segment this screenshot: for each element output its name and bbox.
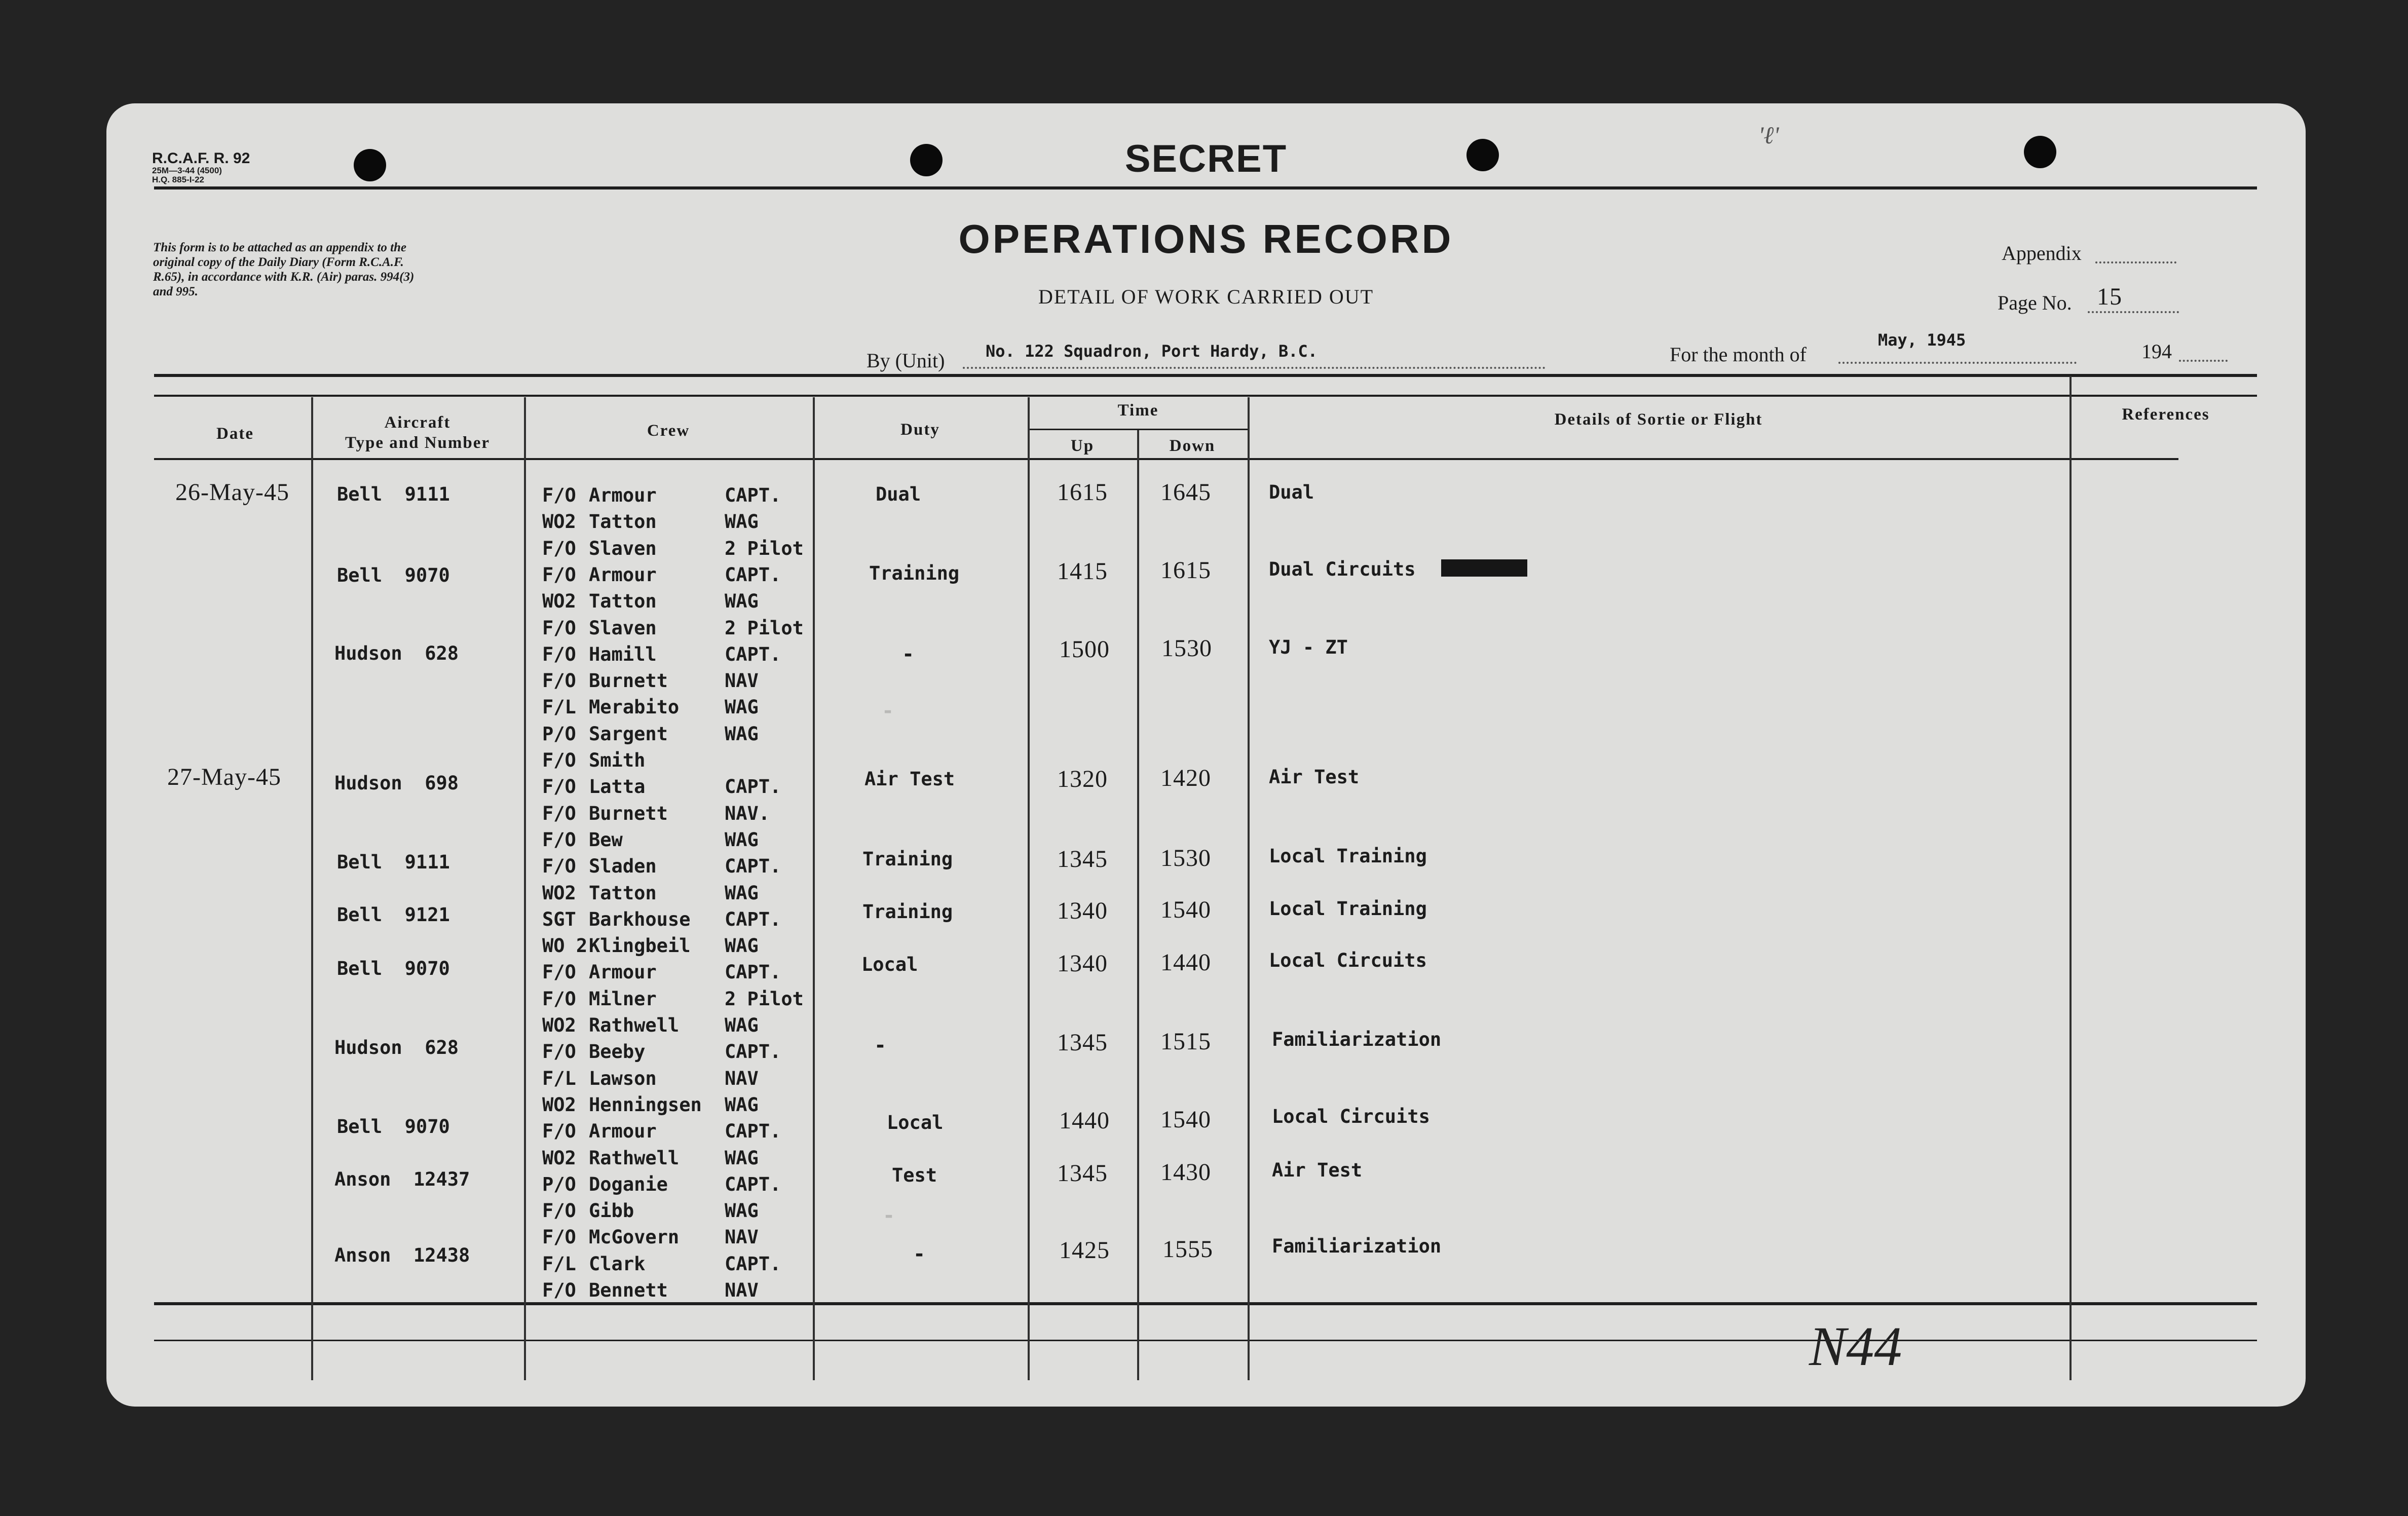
crew-role: WAG [725, 882, 759, 904]
classification-label: SECRET [1124, 137, 1288, 180]
details-cell: Familiarization [1272, 1029, 1442, 1050]
crew-rank: F/O [542, 1200, 576, 1222]
duty-cell: Local [887, 1112, 944, 1133]
page-no-line [2088, 311, 2179, 313]
time-up-cell: 1500 [1059, 636, 1110, 663]
crew-role: CAPT. [725, 1253, 781, 1275]
crew-name: Klingbeil [589, 935, 691, 957]
duty-cell: Air Test [864, 768, 955, 790]
crew-rank: F/O [542, 855, 576, 878]
entry-date: 26-May-45 [175, 479, 289, 506]
crew-rank: WO2 [542, 590, 576, 613]
details-cell: Dual Circuits [1269, 558, 1416, 580]
crew-entry [542, 1148, 811, 1171]
crew-rank: SGT [542, 908, 576, 930]
crew-rank: F/O [542, 749, 576, 771]
crew-entry [542, 1254, 811, 1277]
month-line [1838, 362, 2077, 364]
col-header-duty: Duty [900, 421, 940, 439]
crew-role: CAPT. [725, 776, 781, 798]
details-cell: Dual [1269, 481, 1314, 503]
crew-rank: F/O [542, 537, 576, 559]
col-rule-2 [524, 397, 526, 1380]
crew-name: Burnett [589, 802, 668, 824]
crew-name: Tatton [589, 882, 657, 904]
details-cell: Local Circuits [1272, 1106, 1430, 1127]
form-number: R.C.A.F. R. 92 [152, 150, 250, 167]
col-rule-6 [1248, 397, 1250, 1380]
crew-role: 2 Pilot [725, 537, 804, 559]
crew-entry [542, 1121, 811, 1145]
aircraft-cell: Hudson 698 [334, 772, 459, 794]
table-body-rule [154, 458, 2178, 460]
crew-rank: F/O [542, 1279, 576, 1301]
crew-role: CAPT. [725, 1173, 781, 1195]
crew-role: CAPT. [725, 1120, 781, 1143]
time-up-cell: 1440 [1059, 1107, 1110, 1134]
time-down-cell: 1440 [1160, 949, 1211, 976]
crew-rank: F/O [542, 670, 576, 692]
crew-rank: WO2 [542, 511, 576, 533]
redaction-block [1441, 559, 1527, 577]
aircraft-cell: Bell 9111 [337, 483, 450, 505]
crew-rank: F/O [542, 563, 576, 586]
crew-role: NAV [725, 1279, 759, 1301]
crew-role: WAG [725, 828, 759, 851]
crew-role: CAPT. [725, 1041, 781, 1063]
duty-cell: Test [892, 1164, 937, 1186]
crew-entry [542, 856, 811, 880]
crew-role: CAPT. [725, 643, 781, 665]
crew-role: WAG [725, 696, 759, 718]
crew-entry [542, 1227, 811, 1250]
duty-cell: Training [862, 848, 953, 870]
crew-entry [542, 962, 811, 986]
crew-rank: F/O [542, 1120, 576, 1143]
crew-role: 2 Pilot [725, 988, 804, 1010]
time-up-cell: 1345 [1057, 846, 1108, 873]
crew-role: WAG [725, 1093, 759, 1116]
crew-rank: F/L [542, 696, 576, 718]
crew-rank: WO2 [542, 882, 576, 904]
details-cell: Familiarization [1272, 1235, 1442, 1257]
crew-rank: F/L [542, 1253, 576, 1275]
details-cell: Air Test [1272, 1159, 1363, 1181]
crew-name: Bew [589, 828, 623, 851]
time-up-cell: 1345 [1057, 1160, 1108, 1187]
aircraft-cell: Anson 12437 [334, 1168, 470, 1190]
col-header-date: Date [216, 425, 254, 443]
crew-name: Armour [589, 563, 657, 586]
crew-entry [542, 724, 811, 747]
details-cell: Local Training [1269, 898, 1427, 920]
crew-name: Lawson [589, 1067, 657, 1089]
crew-name: Barkhouse [589, 908, 691, 930]
aircraft-cell: Bell 9070 [337, 564, 450, 586]
aircraft-cell: Anson 12438 [334, 1244, 470, 1266]
time-down-cell: 1645 [1160, 479, 1211, 506]
crew-name: Armour [589, 1120, 657, 1143]
crew-role: NAV [725, 1226, 759, 1248]
duty-cell: - [913, 1242, 926, 1266]
crew-role: WAG [725, 590, 759, 613]
crew-name: Armour [589, 961, 657, 983]
crew-rank: F/O [542, 643, 576, 665]
crew-rank: F/O [542, 988, 576, 1010]
crew-name: Sargent [589, 723, 668, 745]
crew-name: Henningsen [589, 1093, 702, 1116]
print-line-2: H.Q. 885-I-22 [152, 175, 204, 184]
time-down-cell: 1530 [1161, 635, 1212, 662]
time-up-cell: 1340 [1057, 950, 1108, 977]
top-rule [154, 186, 2257, 190]
crew-entry [542, 1042, 811, 1065]
unit-line [963, 367, 1546, 369]
crew-rank: P/O [542, 723, 576, 745]
crew-rank: F/O [542, 484, 576, 506]
time-down-cell: 1555 [1162, 1236, 1213, 1263]
details-cell: Air Test [1269, 766, 1360, 788]
table-header-rule [154, 395, 2257, 397]
crew-name: Slaven [589, 617, 657, 639]
table-top-rule [154, 374, 2257, 377]
col-header-aircraft-sub: Type and Number [345, 434, 491, 452]
crew-role: CAPT. [725, 484, 781, 506]
corner-mark: 'ℓ' [1758, 122, 1779, 149]
entry-date: 27-May-45 [167, 764, 281, 790]
aircraft-cell: Bell 9121 [337, 904, 450, 926]
crew-entry [542, 512, 811, 535]
crew-name: Milner [589, 988, 657, 1010]
crew-role: CAPT. [725, 908, 781, 930]
time-up-cell: 1425 [1059, 1237, 1110, 1264]
crew-rank: F/O [542, 776, 576, 798]
crew-role: WAG [725, 935, 759, 957]
crew-entry [542, 618, 811, 641]
crew-rank: F/O [542, 828, 576, 851]
table-bottom-rule [154, 1302, 2257, 1305]
crew-role: WAG [725, 1147, 759, 1169]
crew-entry [542, 591, 811, 615]
crew-role: CAPT. [725, 961, 781, 983]
crew-rank: WO2 [542, 1147, 576, 1169]
duty-cell: Dual [876, 483, 921, 505]
crew-rank: F/O [542, 1041, 576, 1063]
crew-entry [542, 697, 811, 721]
crew-name: Tatton [589, 511, 657, 533]
aircraft-cell: Bell 9070 [337, 958, 450, 979]
crew-entry [542, 936, 811, 959]
appendix-label: Appendix [2002, 242, 2082, 264]
crew-column [542, 485, 811, 1306]
aircraft-cell: Hudson 628 [334, 1037, 459, 1058]
crew-rank: F/L [542, 1067, 576, 1089]
crew-name: Burnett [589, 670, 668, 692]
print-line-1: 25M—3-44 (4500) [152, 166, 222, 175]
crew-entry [542, 1201, 811, 1224]
duty-cell: Local [861, 954, 918, 975]
duty-cell: - [902, 642, 915, 666]
crew-entry [542, 1174, 811, 1198]
crew-entry [542, 750, 811, 774]
crew-name: Latta [589, 776, 646, 798]
col-rule-3 [813, 397, 815, 1380]
crew-rank: WO 2 [542, 935, 588, 957]
crew-name: Smith [589, 749, 646, 771]
duty-cell: - [883, 1204, 895, 1227]
month-value: May, 1945 [1878, 330, 1966, 350]
crew-entry [542, 485, 811, 509]
crew-name: Hamill [589, 643, 657, 665]
crew-entry [542, 539, 811, 562]
details-cell: YJ - ZT [1269, 636, 1348, 658]
month-suffix: 194 [2141, 340, 2172, 363]
crew-rank: F/O [542, 961, 576, 983]
col-rule-5 [1137, 430, 1139, 1380]
crew-name: Gibb [589, 1200, 634, 1222]
appendix-line [2095, 261, 2176, 263]
time-down-cell: 1530 [1160, 845, 1211, 871]
crew-role: WAG [725, 1200, 759, 1222]
crew-role: NAV. [725, 802, 770, 824]
col-header-references: References [2122, 405, 2210, 424]
time-down-cell: 1420 [1160, 765, 1211, 791]
crew-rank: WO2 [542, 1014, 576, 1036]
duty-cell: Training [862, 901, 953, 923]
crew-entry [542, 565, 811, 588]
duty-cell: - [874, 1034, 887, 1057]
crew-entry [542, 645, 811, 668]
time-up-cell: 1415 [1057, 558, 1108, 585]
crew-entry [542, 1015, 811, 1039]
time-up-cell: 1615 [1057, 479, 1108, 506]
time-down-cell: 1615 [1160, 557, 1211, 584]
month-suffix-line [2179, 360, 2228, 362]
crew-rank: F/O [542, 1226, 576, 1248]
col-rule-4 [1028, 397, 1030, 1380]
crew-entry [542, 1069, 811, 1092]
crew-rank: P/O [542, 1173, 576, 1195]
crew-role: WAG [725, 1014, 759, 1036]
crew-entry [542, 1095, 811, 1118]
page-subtitle: DETAIL OF WORK CARRIED OUT [1038, 285, 1374, 308]
col-header-details: Details of Sortie or Flight [1554, 410, 1763, 429]
col-header-time: Time [1117, 401, 1159, 420]
details-cell: Local Training [1269, 845, 1427, 867]
crew-name: Rathwell [589, 1014, 680, 1036]
operations-record-card [106, 103, 2306, 1407]
time-up-cell: 1340 [1057, 897, 1108, 924]
crew-name: Slaven [589, 537, 657, 559]
crew-name: Clark [589, 1253, 646, 1275]
crew-rank: F/O [542, 617, 576, 639]
crew-name: Doganie [589, 1173, 668, 1195]
aircraft-cell: Bell 9111 [337, 851, 450, 873]
col-rule-7 [2070, 376, 2072, 1380]
crew-role: CAPT. [725, 563, 781, 586]
crew-rank: WO2 [542, 1093, 576, 1116]
duty-cell: - [882, 699, 894, 723]
col-rule-1 [311, 397, 313, 1380]
crew-name: Rathwell [589, 1147, 680, 1169]
month-label: For the month of [1670, 343, 1807, 366]
col-header-up: Up [1070, 437, 1095, 455]
crew-rank: F/O [542, 802, 576, 824]
crew-name: Sladen [589, 855, 657, 878]
crew-name: Armour [589, 484, 657, 506]
crew-entry [542, 909, 811, 933]
signature: N44 [1809, 1315, 1902, 1377]
time-up-cell: 1345 [1057, 1029, 1108, 1056]
page-title: OPERATIONS RECORD [958, 216, 1454, 261]
time-down-cell: 1540 [1160, 896, 1211, 923]
duty-cell: Training [869, 562, 960, 584]
footer-rule [154, 1340, 2257, 1341]
crew-role: WAG [725, 723, 759, 745]
col-header-down: Down [1169, 437, 1216, 455]
crew-name: McGovern [589, 1226, 680, 1248]
crew-role: 2 Pilot [725, 617, 804, 639]
crew-role: CAPT. [725, 855, 781, 878]
page-no-label: Page No. [1998, 291, 2072, 314]
time-down-cell: 1515 [1160, 1028, 1211, 1055]
crew-entry [542, 777, 811, 800]
crew-name: Beeby [589, 1041, 646, 1063]
crew-entry [542, 830, 811, 853]
unit-value: No. 122 Squadron, Port Hardy, B.C. [986, 342, 1318, 361]
crew-name: Bennett [589, 1279, 668, 1301]
page-no-value: 15 [2097, 283, 2122, 310]
aircraft-cell: Bell 9070 [337, 1116, 450, 1138]
crew-entry [542, 1280, 811, 1304]
attach-note: This form is to be attached as an appendix to the original copy of the Daily Diary (Form R.C.A.F. R.65), in accordance with K.R. (Air) paras. 994(3) and 995. [153, 241, 415, 298]
crew-entry [542, 989, 811, 1012]
crew-entry [542, 671, 811, 694]
time-down-cell: 1540 [1160, 1106, 1211, 1133]
crew-role: NAV [725, 1067, 759, 1089]
details-cell: Local Circuits [1269, 950, 1427, 971]
crew-entry [542, 883, 811, 906]
crew-role: NAV [725, 670, 759, 692]
time-up-cell: 1320 [1057, 766, 1108, 792]
aircraft-cell: Hudson 628 [334, 642, 459, 664]
col-header-aircraft: Aircraft [384, 413, 451, 432]
crew-role: WAG [725, 511, 759, 533]
col-header-crew: Crew [647, 422, 690, 440]
crew-entry [542, 804, 811, 827]
unit-label: By (Unit) [867, 349, 945, 372]
time-down-cell: 1430 [1160, 1159, 1211, 1186]
crew-name: Tatton [589, 590, 657, 613]
crew-name: Merabito [589, 696, 680, 718]
